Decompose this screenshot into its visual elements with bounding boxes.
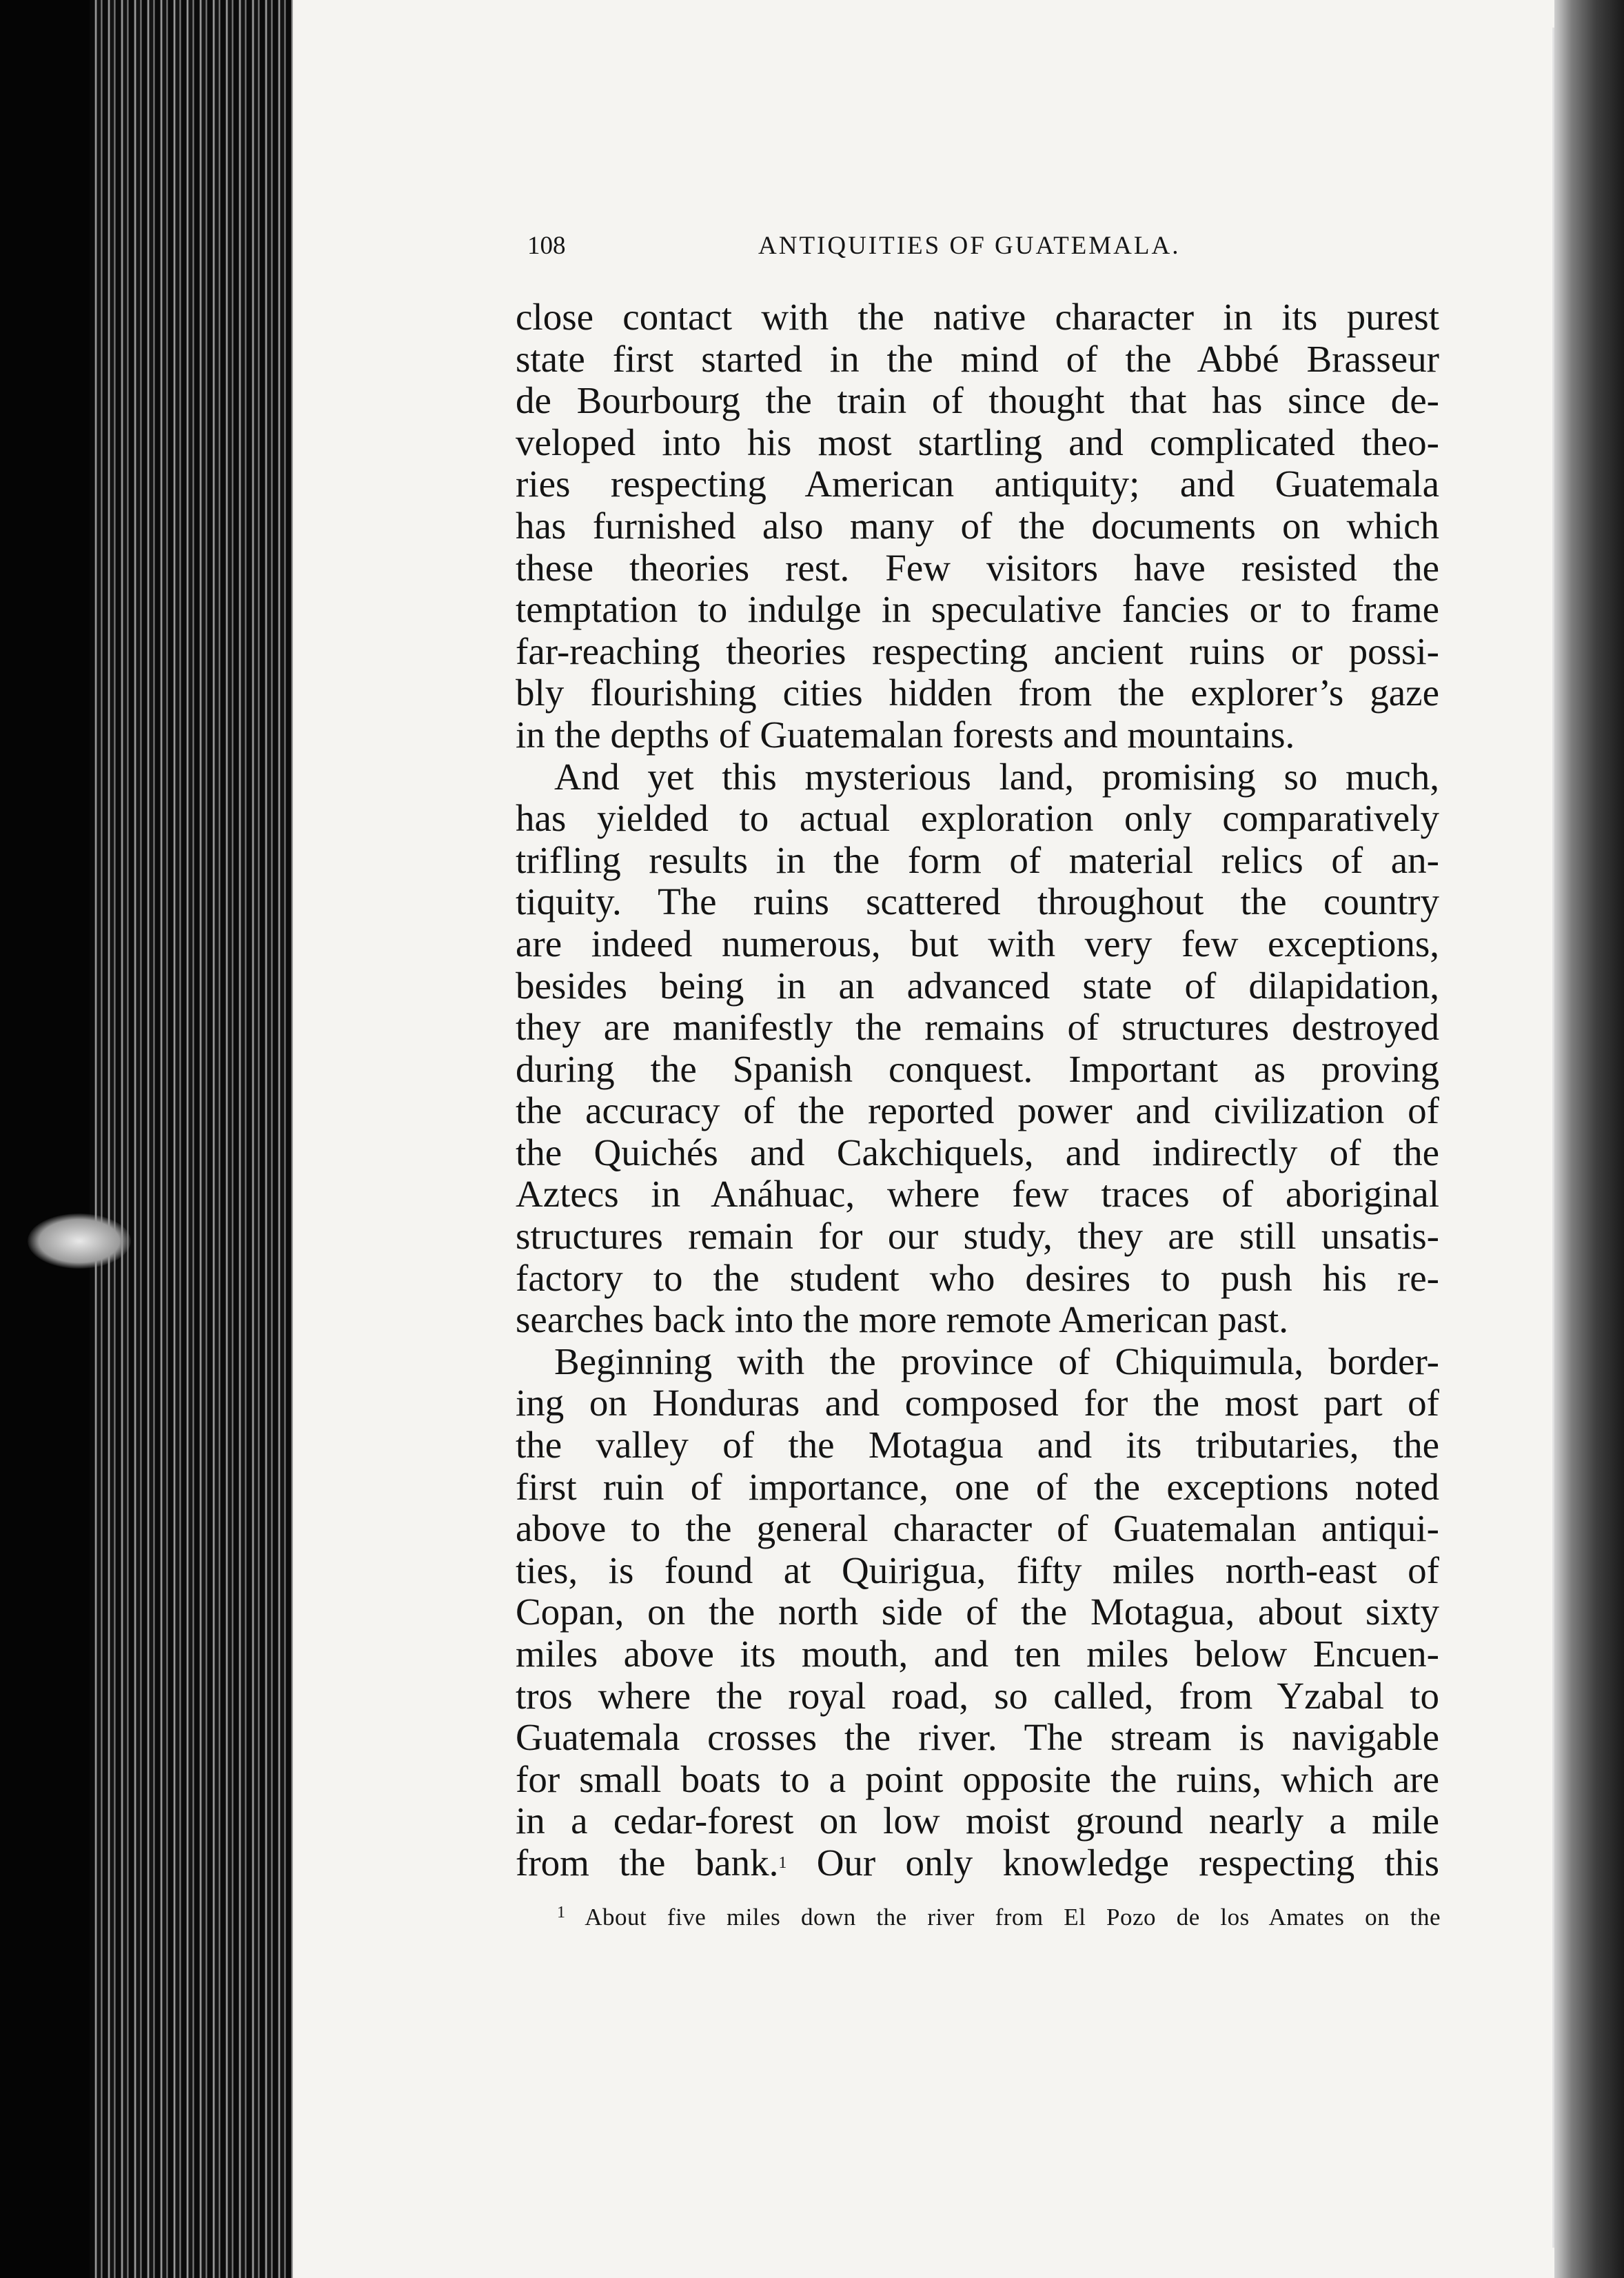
text-line: these theories rest. Few visitors have resisted the — [516, 547, 1439, 589]
text-line: tiquity. The ruins scattered throughout the country — [516, 881, 1439, 923]
text-line: ries respecting American antiquity; and Guatemala — [516, 463, 1439, 505]
text-line: state first started in the mind of the Abbé Brasseur — [516, 338, 1439, 380]
text-line: the Quichés and Cakchiquels, and indirectly of the — [516, 1131, 1439, 1173]
page-edges-stack — [90, 0, 296, 2278]
text-line: bly flourishing cities hidden from the explorer’s gaze — [516, 672, 1439, 714]
text-line: tros where the royal road, so called, from Yzabal to — [516, 1675, 1439, 1717]
text-line: in the depths of Guatemalan forests and mountains. — [516, 714, 1295, 756]
text-line: in a cedar-forest on low moist ground nearly a mile — [516, 1800, 1439, 1842]
page-number: 108 — [527, 232, 566, 260]
text-line: above to the general character of Guatemalan antiqui- — [516, 1508, 1439, 1550]
text-line: close contact with the native character in its purest — [516, 296, 1439, 338]
text-line: ties, is found at Quirigua, fifty miles north-east of — [516, 1549, 1439, 1591]
text-line: de Bourbourg the train of thought that has since de- — [516, 380, 1439, 422]
text-line: veloped into his most startling and complicated theo- — [516, 421, 1439, 463]
text-fragment: Our only knowledge respecting this — [816, 1842, 1439, 1884]
binding-shadow — [0, 0, 93, 2278]
text-line: are indeed numerous, but with very few exceptions, — [516, 923, 1439, 965]
text-line: temptation to indulge in speculative fancies or to frame — [516, 589, 1439, 631]
text-line: the valley of the Motagua and its tributaries, the — [516, 1424, 1439, 1466]
running-title: ANTIQUITIES OF GUATEMALA. — [758, 232, 1181, 260]
footnote-marker: 1 — [557, 1904, 566, 1922]
text-line: miles above its mouth, and ten miles below Encuen- — [516, 1633, 1439, 1675]
text-line: Beginning with the province of Chiquimula, border- — [554, 1340, 1439, 1382]
footnote — [557, 1897, 1441, 1933]
text-line-with-footnote-ref — [516, 1842, 1439, 1884]
text-line: And yet this mysterious land, promising so much, — [554, 756, 1439, 798]
text-line: during the Spanish conquest. Important as proving — [516, 1048, 1439, 1090]
text-line: has yielded to actual exploration only comparatively — [516, 798, 1439, 840]
body-text — [516, 296, 1439, 1884]
text-line: searches back into the more remote American past. — [516, 1299, 1288, 1341]
text-line: has furnished also many of the documents on which — [516, 505, 1439, 547]
text-line: trifling results in the form of material relics of an- — [516, 839, 1439, 881]
text-line: factory to the student who desires to push his re- — [516, 1257, 1439, 1299]
footnote-text: About five miles down the river from El Pozo de los Amates on the — [585, 1904, 1441, 1931]
text-line: Copan, on the north side of the Motagua, about sixty — [516, 1591, 1439, 1633]
text-line: first ruin of importance, one of the exceptions noted — [516, 1466, 1439, 1508]
text-line: the accuracy of the reported power and civilization of — [516, 1090, 1439, 1132]
text-line: structures remain for our study, they are still unsatis- — [516, 1216, 1439, 1258]
text-line: besides being in an advanced state of dilapidation, — [516, 965, 1439, 1007]
text-line: far-reaching theories respecting ancient ruins or possi- — [516, 630, 1439, 672]
running-header — [527, 231, 1451, 272]
text-line: they are manifestly the remains of structures destroyed — [516, 1007, 1439, 1049]
facing-page-shadow — [1554, 0, 1624, 2278]
text-fragment: from the bank. — [516, 1842, 779, 1884]
text-line: Aztecs in Anáhuac, where few traces of aboriginal — [516, 1173, 1439, 1216]
text-line: ing on Honduras and composed for the most part of — [516, 1382, 1439, 1424]
paper-tear-mark — [28, 1213, 131, 1269]
footnote-reference: 1 — [778, 1853, 787, 1872]
text-line: for small boats to a point opposite the ruins, which are — [516, 1758, 1439, 1800]
text-line: Guatemala crosses the river. The stream is navigable — [516, 1717, 1439, 1759]
